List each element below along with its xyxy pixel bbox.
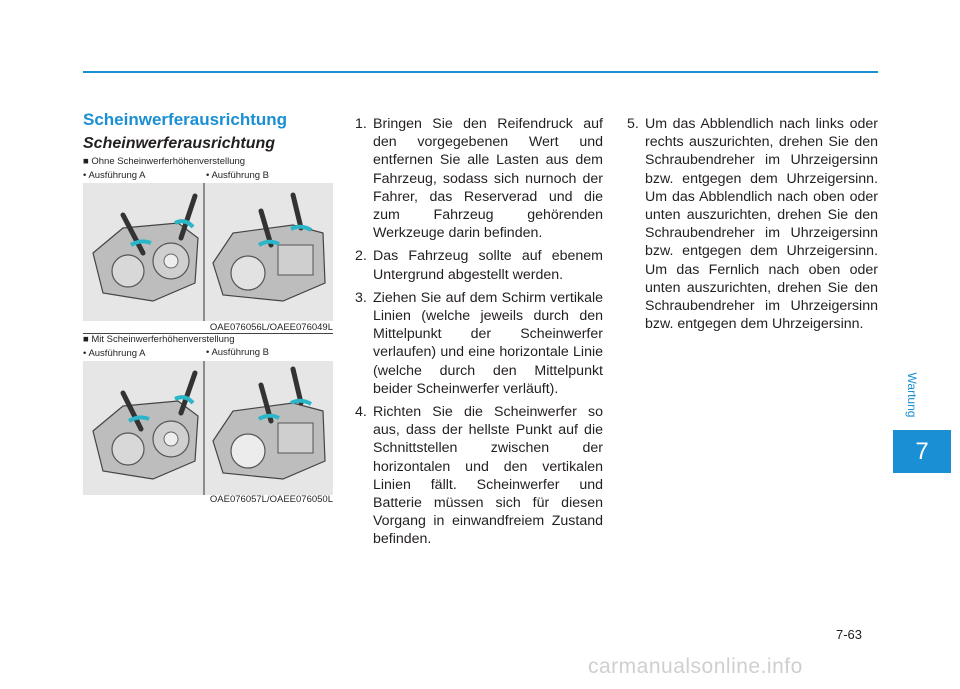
watermark: carmanualsonline.info bbox=[588, 655, 803, 678]
figure-label-a: • Ausführung A bbox=[83, 348, 146, 359]
list-item: 5. Um das Abblendlich nach links oder rechts auszurichten, drehen Sie den Schraubendreher im Uhrzeigersinn bzw. entgegen dem Uhrzeigersinn. Um das Abblendlich nach oben oder unten auszurichten, drehen Sie den Schraubendreher im Uhrzeigersinn bzw. entgegen dem Uhrzeigersinn. Um das Fernlich nach oben oder unten auszurichten, drehen Sie den Schraubendreher im Uhrzeigersinn bzw. entgegen dem Uhrzeigersinn. bbox=[627, 116, 878, 333]
section-title: Scheinwerferausrichtung bbox=[83, 110, 288, 129]
headlamp-illustration bbox=[83, 361, 333, 495]
list-item: 1. Bringen Sie den Reifendruck auf den vorgegebenen Wert und entfernen Sie alle Lasten aus dem Fahrzeug, sodass sich nurnoch der Fahrer, das Reserverad und die zum Fahrzeug gehörenden Werkzeuge darin befinden. bbox=[355, 116, 603, 242]
figure-caption: ■ Ohne Scheinwerferhöhenverstellung bbox=[83, 156, 246, 167]
steps-column-2 bbox=[627, 115, 878, 338]
figure-label-b: • Ausführung B bbox=[206, 170, 270, 181]
headlamp-drawing bbox=[83, 361, 333, 495]
chapter-side-label: Wartung bbox=[905, 372, 919, 418]
chapter-tab: 7 bbox=[893, 430, 951, 473]
list-item: 3. Ziehen Sie auf dem Schirm vertikale Linien (welche jeweils durch den Mittelpunkt der Scheinwerfer verlaufen) und eine horizontale Linie (welche durch den Mittelpunkt beider Scheinwerfer verläuft). bbox=[355, 289, 603, 397]
list-item: 4. Richten Sie die Scheinwerfer so aus, dass der hellste Punkt auf die Schnittstellen zwischen der horizontalen und den vertikalen Linien fällt. Scheinwerfer und Batterie müssen sich für diesen Vorgang in einwandfreiem Zustand befinden. bbox=[355, 404, 603, 548]
headlamp-drawing bbox=[83, 183, 333, 321]
figure-label-b: • Ausführung B bbox=[206, 347, 270, 358]
figure-block-2 bbox=[83, 334, 333, 508]
list-item: 2. Das Fahrzeug sollte auf ebenem Untergrund abgestellt werden. bbox=[355, 248, 603, 283]
steps-column-1 bbox=[355, 115, 603, 554]
figure-code: OAE076056L/OAEE076049L bbox=[209, 322, 333, 333]
page-number: 7-63 bbox=[836, 627, 863, 642]
headlamp-illustration bbox=[83, 183, 333, 321]
figure-code: OAE076057L/OAEE076050L bbox=[209, 494, 333, 505]
header-rule bbox=[83, 71, 878, 73]
figure-block-1 bbox=[83, 156, 333, 334]
figure-caption: ■ Mit Scheinwerferhöhenverstellung bbox=[83, 334, 235, 345]
sub-title: Scheinwerferausrichtung bbox=[83, 135, 276, 152]
figure-label-a: • Ausführung A bbox=[83, 170, 146, 181]
